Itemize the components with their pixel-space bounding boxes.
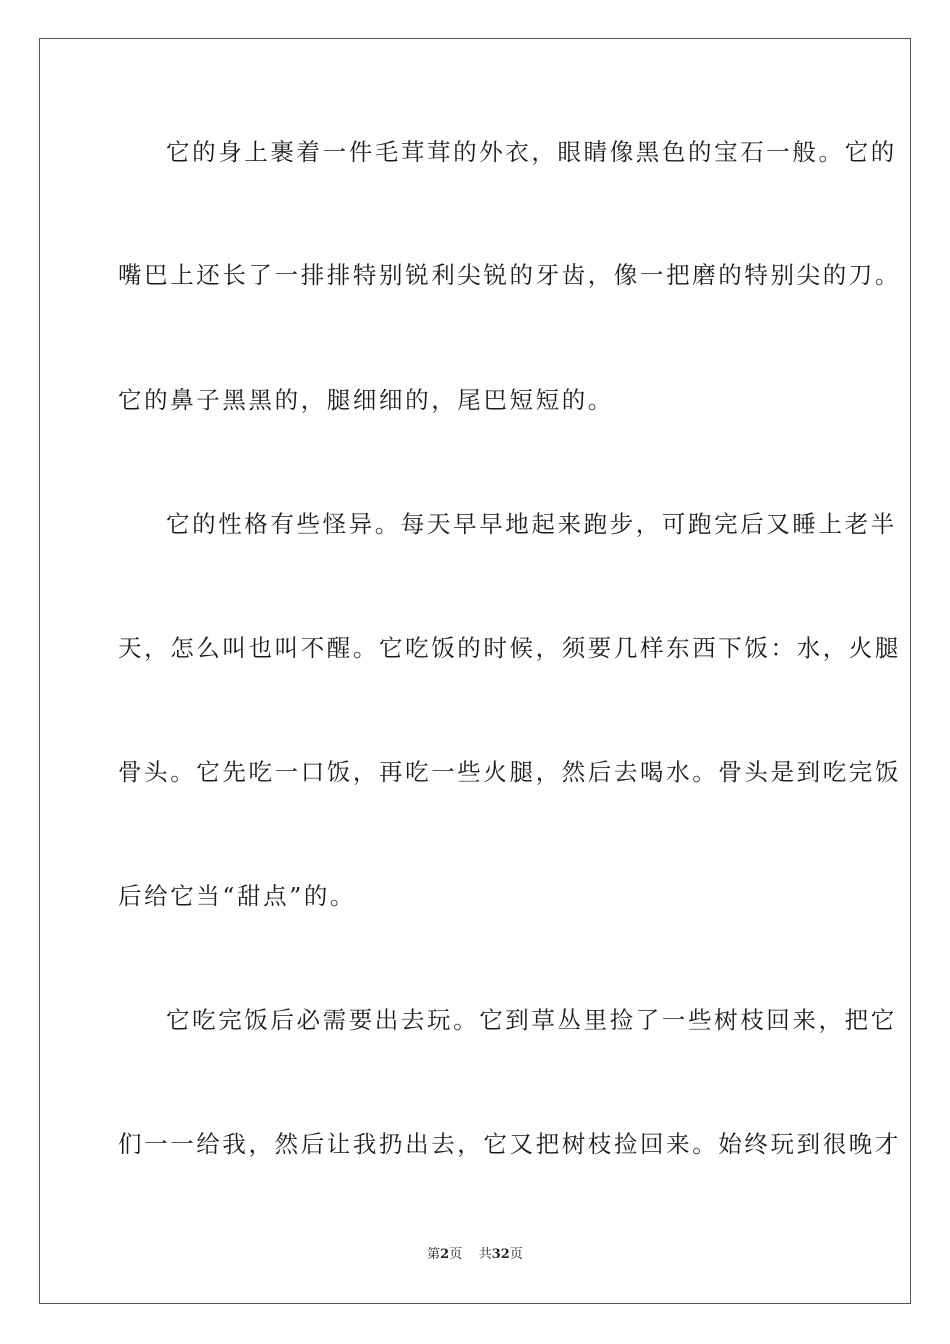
paragraph-1-line-2: 嘴巴上还长了一排排特别锐利尖锐的牙齿，像一把磨的特别尖的刀。 bbox=[118, 261, 901, 289]
paragraph-2-line-1: 它的性格有些怪异。每天早早地起来跑步，可跑完后又睡上老半 bbox=[166, 510, 897, 538]
total-suffix: 页 bbox=[509, 1247, 523, 1262]
paragraph-2-line-2: 天，怎么叫也叫不醒。它吃饭的时候，须要几样东西下饭：水，火腿 bbox=[118, 634, 901, 662]
page-number: 2 bbox=[440, 1247, 450, 1262]
total-pages: 32 bbox=[491, 1247, 510, 1262]
paragraph-2-line-3: 骨头。它先吃一口饭，再吃一些火腿，然后去喝水。骨头是到吃完饭 bbox=[118, 758, 901, 786]
page-suffix: 页 bbox=[449, 1247, 463, 1262]
paragraph-3-line-2: 们一一给我，然后让我扔出去，它又把树枝捡回来。始终玩到很晚才 bbox=[118, 1130, 901, 1158]
page-prefix: 第 bbox=[427, 1247, 441, 1262]
paragraph-1-line-3: 它的鼻子黑黑的，腿细细的，尾巴短短的。 bbox=[118, 386, 614, 414]
paragraph-3-line-1: 它吃完饭后必需要出去玩。它到草丛里捡了一些树枝回来，把它 bbox=[166, 1006, 897, 1034]
page-border bbox=[39, 38, 911, 1304]
total-prefix: 共 bbox=[478, 1247, 492, 1262]
paragraph-1-line-1: 它的身上裹着一件毛茸茸的外衣，眼睛像黑色的宝石一般。它的 bbox=[166, 138, 897, 166]
page-footer bbox=[0, 1246, 950, 1264]
paragraph-2-line-4: 后给它当“甜点”的。 bbox=[118, 882, 357, 910]
